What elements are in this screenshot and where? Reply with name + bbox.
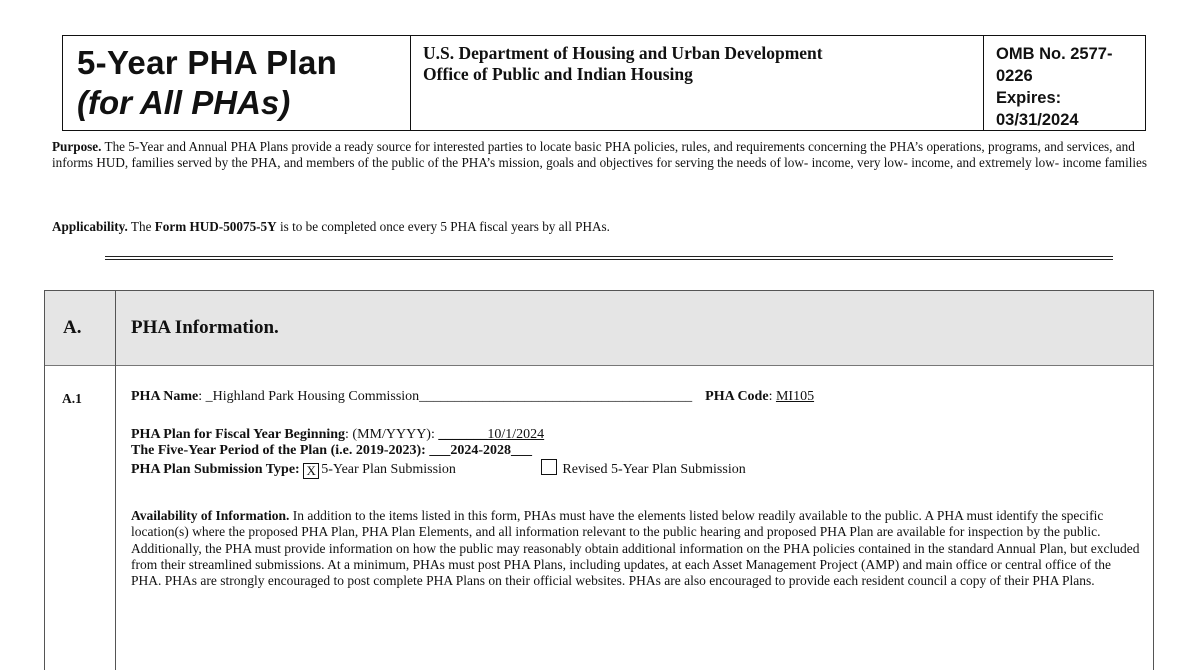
- department-line-1: U.S. Department of Housing and Urban Development: [423, 43, 823, 63]
- omb-number: OMB No. 2577-0226: [996, 45, 1113, 85]
- form-header: [62, 35, 1146, 131]
- applicability-text-before: The: [127, 219, 155, 234]
- item-number: A.1: [62, 391, 82, 406]
- five-year-period-label: The Five-Year Period of the Plan (i.e. 2019-2023):: [131, 443, 426, 458]
- column-divider: [115, 291, 116, 670]
- section-a-table: [44, 290, 1154, 670]
- omb-cell: [984, 36, 1145, 130]
- section-title: PHA Information.: [131, 317, 279, 338]
- form-title-cell: [63, 36, 411, 130]
- purpose-paragraph: [52, 139, 1152, 170]
- department-line-2: Office of Public and Indian Housing: [423, 64, 693, 84]
- applicability-label: Applicability.: [52, 219, 128, 234]
- form-number: Form HUD-50075-5Y: [154, 219, 277, 234]
- divider-line-double: [105, 259, 1113, 260]
- applicability-paragraph: [52, 219, 1152, 235]
- availability-text: In addition to the items listed in this form, PHAs must have the elements listed below readily available to the public. A PHA must identify the specific location(s) where the proposed PHA Plan, PHA Plan Elements, and all information relevant to the public hearing and proposed PHA Plan are available for inspection by the public. Additionally, the PHA must provide information on how the public may reasonably obtain additional information on the PHA policies contained in the standard Annual Plan, but excluded from their streamlined submissions. At a minimum, PHAs must post PHA Plans, including updates, at each Asset Management Project (AMP) and main office or central office of the PHA. PHAs are strongly encouraged to post complete PHA Plans on their official websites. PHAs are also encouraged to provide each resident council a copy of their PHA Plans.: [131, 508, 1140, 589]
- department-cell: [411, 36, 984, 130]
- pha-name-label: PHA Name: [131, 389, 199, 404]
- availability-label: Availability of Information.: [131, 508, 290, 523]
- omb-expiration: Expires: 03/31/2024: [996, 89, 1079, 129]
- five-year-period-field[interactable]: ___2024-2028___: [429, 443, 533, 458]
- pha-code-field[interactable]: MI105: [775, 389, 815, 404]
- section-letter: A.: [63, 317, 82, 338]
- purpose-label: Purpose.: [52, 139, 102, 154]
- fiscal-year-line: [131, 427, 544, 443]
- omb-info: [996, 43, 1145, 131]
- pha-code-label: PHA Code: [705, 389, 769, 404]
- option-revised-plan-label: Revised 5-Year Plan Submission: [562, 462, 746, 477]
- submission-type-label: PHA Plan Submission Type:: [131, 462, 300, 477]
- availability-paragraph: [131, 508, 1141, 589]
- fiscal-year-field[interactable]: _______10/1/2024: [438, 427, 545, 442]
- applicability-text-after: is to be completed once every 5 PHA fiscal years by all PHAs.: [276, 219, 610, 234]
- fiscal-year-label: PHA Plan for Fiscal Year Beginning: [131, 427, 346, 442]
- option-5-year-plan-label: 5-Year Plan Submission: [321, 462, 456, 477]
- form-title: 5-Year PHA Plan: [77, 44, 338, 81]
- fiscal-year-format: : (MM/YYYY):: [345, 427, 439, 442]
- divider-line: [105, 256, 1113, 257]
- department-name: [423, 43, 823, 85]
- pha-name-field[interactable]: _Highland Park Housing Commission_______________________________________: [205, 389, 693, 404]
- purpose-text: The 5-Year and Annual PHA Plans provide a ready source for interested parties to locate basic PHA policies, rules, and requirements concerning the PHA’s operations, programs, and services, and informs HUD, families served by the PHA, and members of the public of the PHA’s mission, goals and objectives for serving the needs of low- income, very low- income, and extremely low- income families: [52, 139, 1148, 170]
- submission-type-line: [131, 459, 746, 479]
- pha-name-line: PHA Name: _Highland Park Housing Commission_______________________________________ PHA Code: MI105: [131, 389, 815, 404]
- form-subtitle: (for All PHAs): [77, 84, 291, 121]
- checkbox-5-year-plan[interactable]: X: [303, 463, 319, 479]
- five-year-period-line: [131, 443, 532, 459]
- checkbox-revised-plan[interactable]: [541, 459, 557, 475]
